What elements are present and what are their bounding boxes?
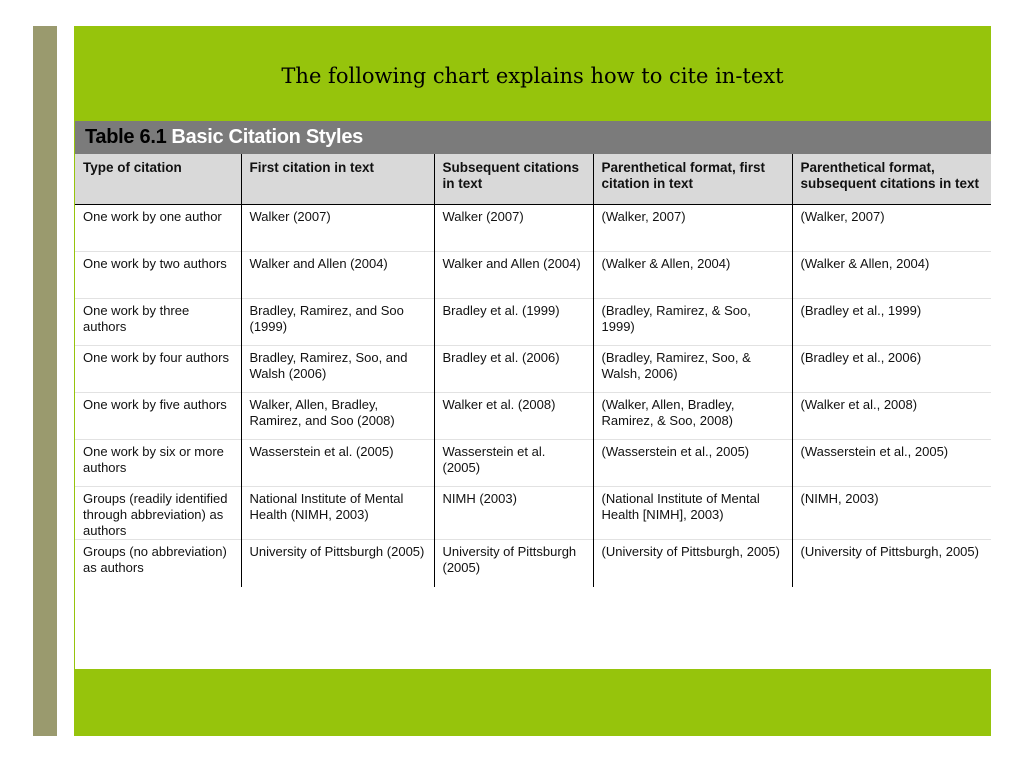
table-cell: (National Institute of Mental Health [NIMH], 2003)	[593, 487, 792, 540]
table-cell: One work by six or more authors	[75, 440, 241, 487]
table-caption-number: Table 6.1	[85, 126, 167, 148]
table-cell: (Bradley et al., 1999)	[792, 299, 991, 346]
table-cell: (Walker, 2007)	[792, 205, 991, 252]
table-cell: (Walker & Allen, 2004)	[593, 252, 792, 299]
table-caption-text: Basic Citation Styles	[171, 126, 363, 148]
table-cell: Walker, Allen, Bradley, Ramirez, and Soo (2008)	[241, 393, 434, 440]
slide-panel	[74, 26, 991, 736]
table-cell: Groups (no abbreviation) as authors	[75, 540, 241, 587]
table-row	[75, 393, 991, 440]
table-cell: NIMH (2003)	[434, 487, 593, 540]
table-row	[75, 252, 991, 299]
table-cell: Wasserstein et al. (2005)	[241, 440, 434, 487]
citation-table	[75, 154, 991, 587]
table-cell: (University of Pittsburgh, 2005)	[792, 540, 991, 587]
table-cell: One work by three authors	[75, 299, 241, 346]
table-cell: (Walker, 2007)	[593, 205, 792, 252]
table-cell: Walker et al. (2008)	[434, 393, 593, 440]
table-row	[75, 299, 991, 346]
column-header: Subsequent citations in text	[434, 154, 593, 205]
table-row	[75, 346, 991, 393]
table-cell: (Walker et al., 2008)	[792, 393, 991, 440]
table-row	[75, 440, 991, 487]
table-cell: Groups (readily identified through abbreviation) as authors	[75, 487, 241, 540]
table-cell: National Institute of Mental Health (NIMH, 2003)	[241, 487, 434, 540]
table-cell: One work by one author	[83, 209, 222, 224]
table-cell: University of Pittsburgh (2005)	[434, 540, 593, 587]
table-cell: (Walker, Allen, Bradley, Ramirez, & Soo, 2008)	[593, 393, 792, 440]
column-header: First citation in text	[241, 154, 434, 205]
table-cell: One work by five authors	[75, 393, 241, 440]
table-cell: (Wasserstein et al., 2005)	[593, 440, 792, 487]
table-cell: (Bradley et al., 2006)	[792, 346, 991, 393]
table-cell: (Bradley, Ramirez, Soo, & Walsh, 2006)	[593, 346, 792, 393]
column-header: Parenthetical format, subsequent citations in text	[792, 154, 991, 205]
table-cell: Walker and Allen (2004)	[434, 252, 593, 299]
table-cell: Bradley, Ramirez, Soo, and Walsh (2006)	[241, 346, 434, 393]
column-header: Type of citation	[75, 154, 241, 205]
table-row	[75, 540, 991, 587]
table-cell: One work by four authors	[75, 346, 241, 393]
table-cell: (University of Pittsburgh, 2005)	[593, 540, 792, 587]
table-cell: Walker (2007)	[241, 205, 434, 252]
table-row	[75, 205, 991, 252]
table-header-row	[75, 154, 991, 205]
column-header: Parenthetical format, first citation in text	[593, 154, 792, 205]
table-cell: Walker and Allen (2004)	[241, 252, 434, 299]
table-cell: (NIMH, 2003)	[792, 487, 991, 540]
table-cell: One work by two authors	[75, 252, 241, 299]
table-cell: University of Pittsburgh (2005)	[241, 540, 434, 587]
table-cell: (Walker & Allen, 2004)	[792, 252, 991, 299]
table-caption	[75, 121, 991, 154]
table-cell: Bradley et al. (1999)	[434, 299, 593, 346]
table-cell: (Bradley, Ramirez, & Soo, 1999)	[593, 299, 792, 346]
citation-table-figure	[75, 121, 991, 669]
table-cell: Bradley, Ramirez, and Soo (1999)	[241, 299, 434, 346]
table-cell: Wasserstein et al. (2005)	[434, 440, 593, 487]
decorative-side-bar	[33, 26, 57, 736]
table-cell: Walker (2007)	[434, 205, 593, 252]
table-cell: Bradley et al. (2006)	[434, 346, 593, 393]
table-row	[75, 487, 991, 540]
slide-title: The following chart explains how to cite in-text	[281, 64, 784, 88]
table-cell: (Wasserstein et al., 2005)	[792, 440, 991, 487]
